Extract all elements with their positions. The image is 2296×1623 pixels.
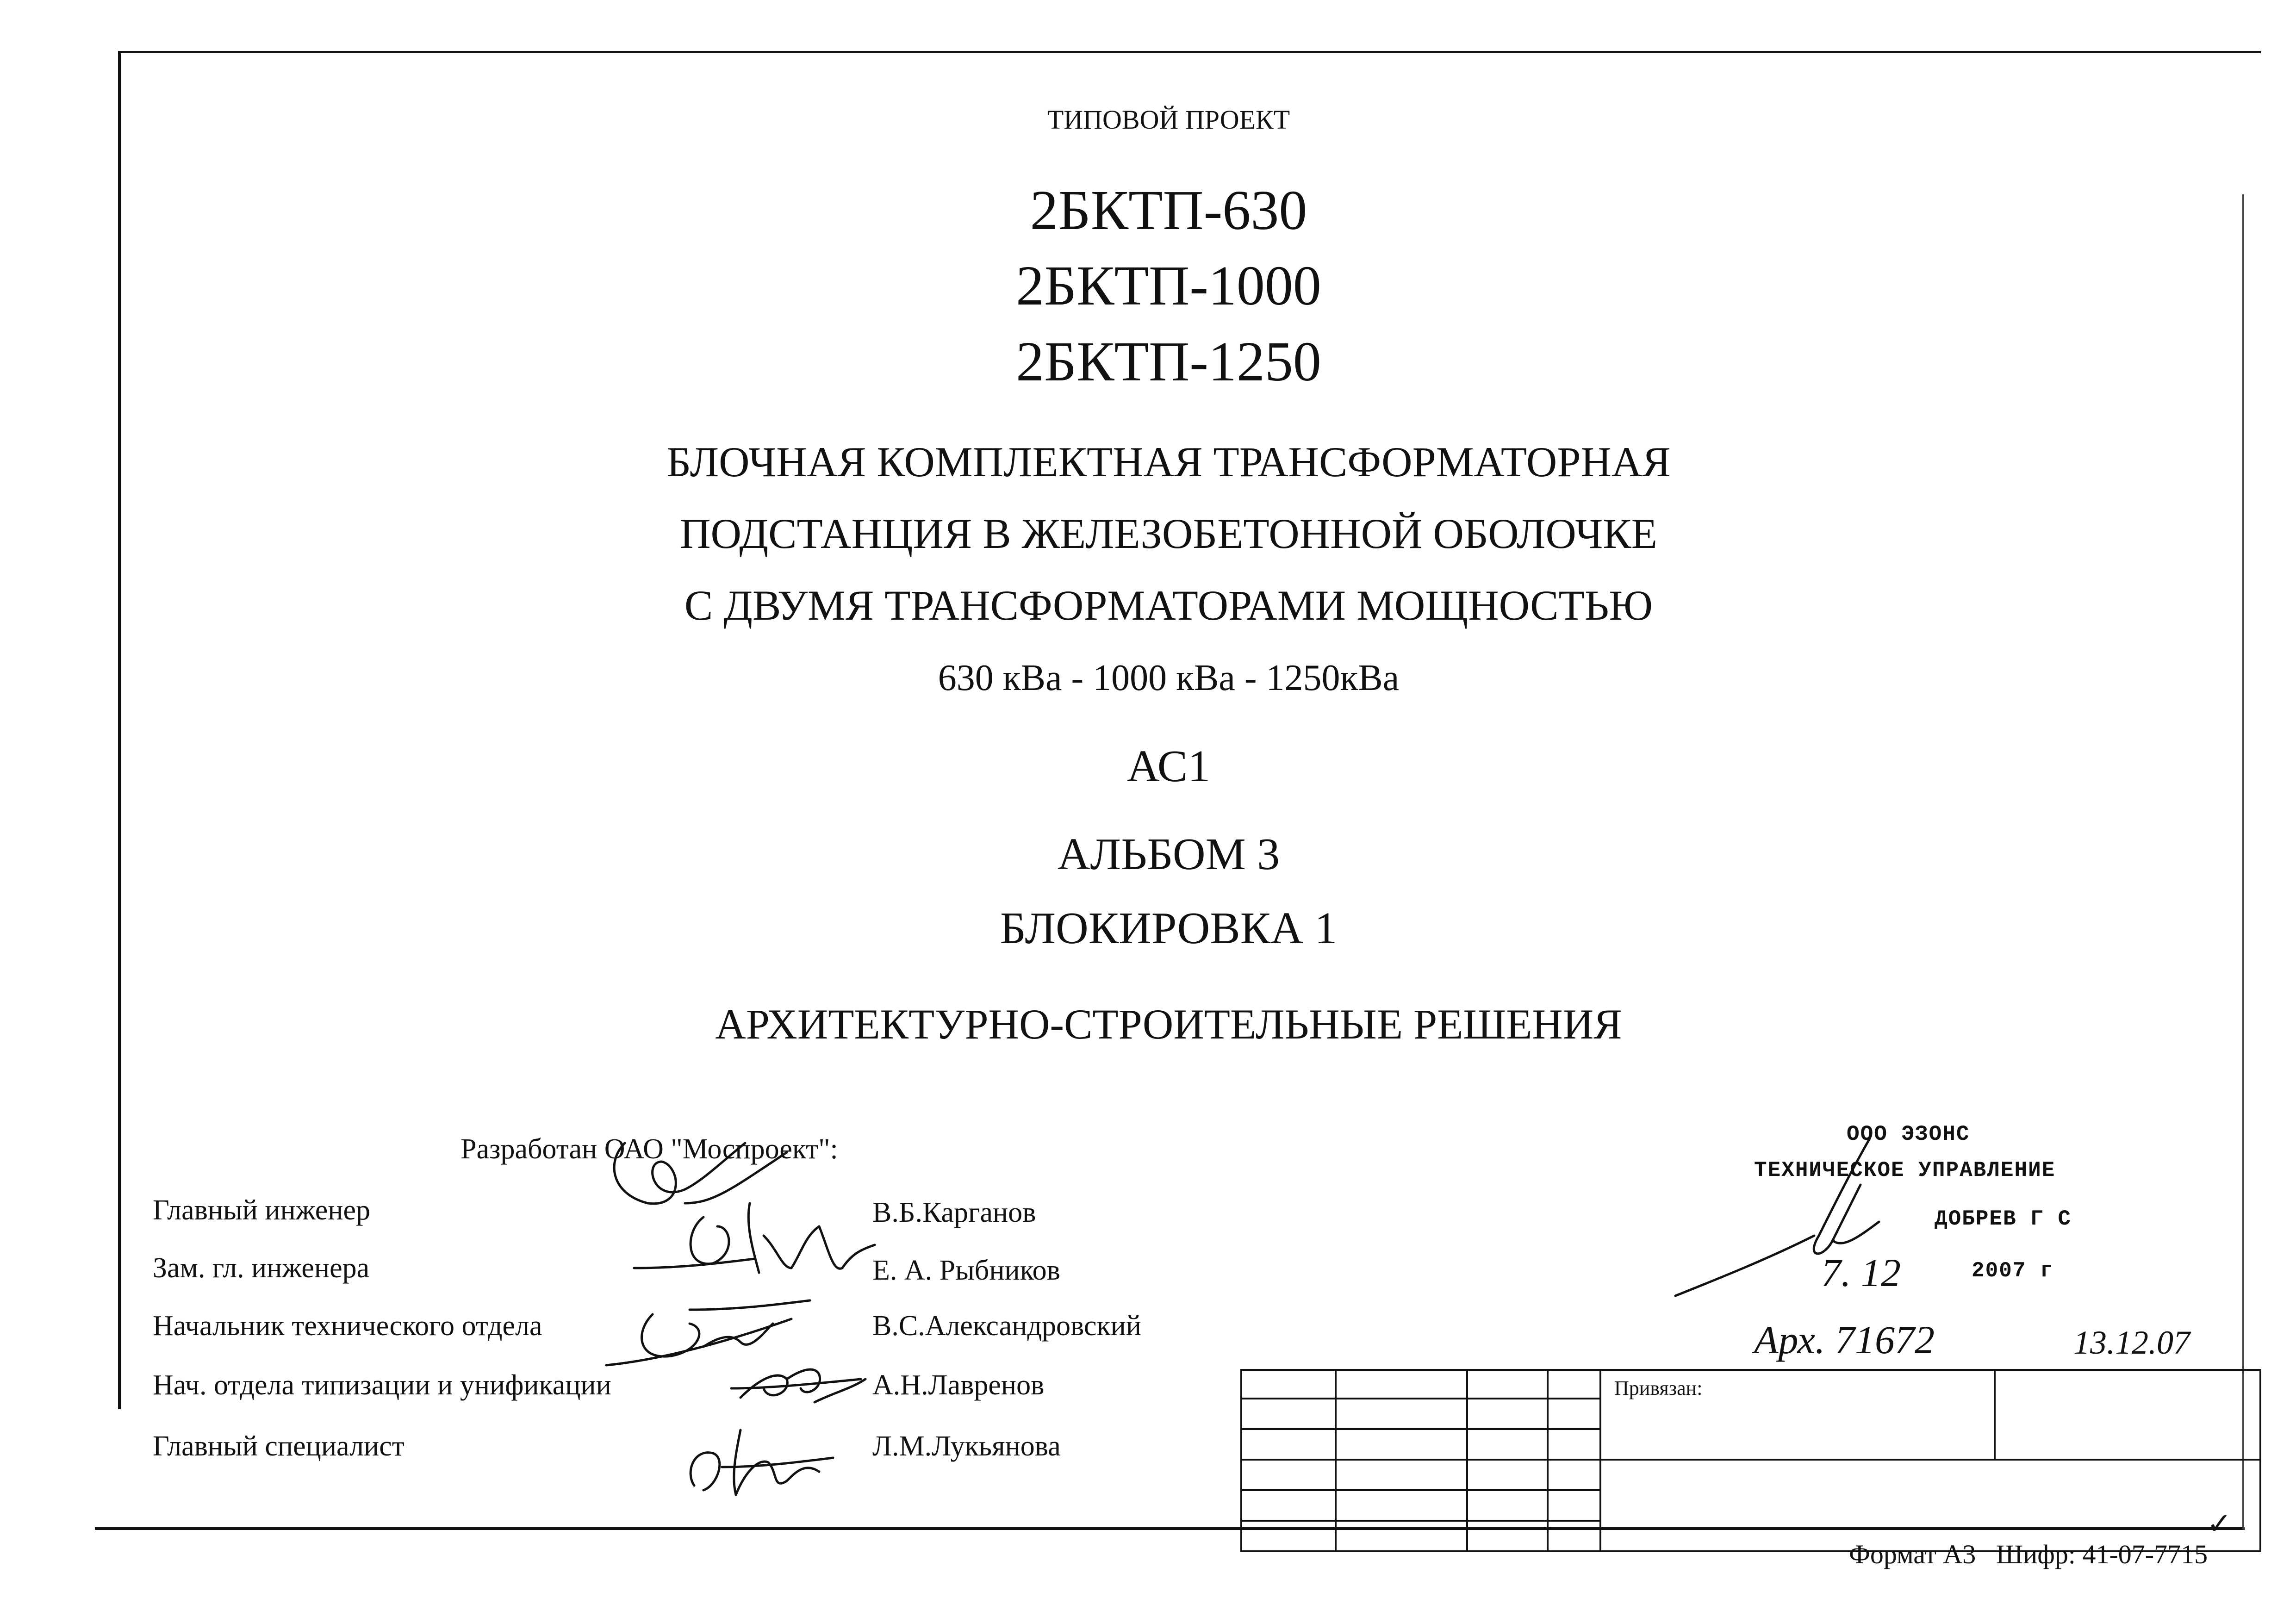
- frame-border-left: [118, 51, 121, 1409]
- title-line-1: БЛОЧНАЯ КОМПЛЕКТНАЯ ТРАНСФОРМАТОРНАЯ: [666, 438, 1671, 485]
- album-number: АЛЬБОМ 3: [1057, 829, 1280, 879]
- title-block-cell: [1336, 1521, 1467, 1551]
- signatory-position: Зам. гл. инженера: [153, 1252, 370, 1284]
- signature-head-typification-dept: [722, 1351, 870, 1421]
- signatory-name: Л.М.Лукьянова: [872, 1430, 1061, 1462]
- project-code-630: 2БКТП-630: [1030, 179, 1307, 242]
- footer: [1849, 1539, 2208, 1570]
- signatory-name: В.Б.Карганов: [872, 1197, 1036, 1228]
- signatory-position: Начальник технического отдела: [153, 1310, 542, 1342]
- title-block-cell: [1241, 1399, 1336, 1429]
- title-block-cell: [1548, 1521, 1600, 1551]
- title-block-cell: [1548, 1399, 1600, 1429]
- title-block-cell: [1548, 1460, 1600, 1490]
- archive-date: 13.12.07: [2073, 1324, 2190, 1361]
- title-block-cell: [1467, 1399, 1548, 1429]
- document-cipher: Шифр: 41-07-7715: [1996, 1539, 2208, 1569]
- stamp-organization: ООО ЭЗОНС: [1847, 1122, 1970, 1146]
- signature-chief-specialist: [666, 1421, 842, 1504]
- title-line-2: ПОДСТАНЦИЯ В ЖЕЛЕЗОБЕТОННОЙ ОБОЛОЧКЕ: [680, 510, 1657, 557]
- title-block-cell: [1241, 1429, 1336, 1460]
- title-block-cell: [1995, 1370, 2260, 1460]
- title-block-cell: [1548, 1370, 1600, 1399]
- stamp-handwritten-date: 7. 12: [1821, 1250, 1901, 1295]
- signatory-position: Главный инженер: [153, 1194, 371, 1226]
- check-mark: ✓: [1600, 1460, 2260, 1551]
- signatory-name: Е. А. Рыбников: [872, 1255, 1060, 1286]
- title-block-table: [1240, 1369, 2261, 1552]
- bound-label: Привязан:: [1600, 1370, 1995, 1460]
- title-block-cell: [1467, 1460, 1548, 1490]
- title-block-cell: [1241, 1370, 1336, 1399]
- title-block-cell: [1336, 1460, 1467, 1490]
- title-block-cell: [1467, 1429, 1548, 1460]
- frame-border-right: [2242, 194, 2244, 1530]
- title-block-cell: [1548, 1490, 1600, 1521]
- title-block-cell: [1548, 1429, 1600, 1460]
- signature-deputy-chief-engineer: [625, 1199, 884, 1291]
- section-code: АС1: [1126, 741, 1211, 791]
- signatory-position: Нач. отдела типизации и унификации: [153, 1369, 611, 1401]
- archive-number: Арх. 71672: [1754, 1318, 1935, 1362]
- title-line-3: С ДВУМЯ ТРАНСФОРМАТОРАМИ МОЩНОСТЬЮ: [684, 582, 1653, 629]
- title-block-cell: [1336, 1399, 1467, 1429]
- stamp-department: ТЕХНИЧЕСКОЕ УПРАВЛЕНИЕ: [1754, 1158, 2056, 1182]
- title-block-cell: [1336, 1370, 1467, 1399]
- title-block-cell: [1467, 1370, 1548, 1399]
- project-code-1250: 2БКТП-1250: [1016, 330, 1321, 393]
- signatory-position: Главный специалист: [153, 1430, 404, 1462]
- developed-by-label: Разработан ОАО "Моспроект":: [460, 1133, 838, 1165]
- subject-title: АРХИТЕКТУРНО-СТРОИТЕЛЬНЫЕ РЕШЕНИЯ: [715, 1001, 1622, 1048]
- frame-border-top: [118, 51, 2261, 53]
- signatory-name: В.С.Александровский: [872, 1310, 1141, 1342]
- paper-format: Формат А3: [1849, 1539, 1976, 1569]
- title-block-cell: [1336, 1429, 1467, 1460]
- stamp-year: 2007 г: [1972, 1259, 2054, 1283]
- title-block-cell: [1467, 1490, 1548, 1521]
- title-block-cell: [1241, 1490, 1336, 1521]
- project-type-label: ТИПОВОЙ ПРОЕКТ: [1047, 105, 1290, 135]
- title-block-cell: [1241, 1521, 1336, 1551]
- title-block-cell: [1241, 1460, 1336, 1490]
- title-block-cell: [1467, 1521, 1548, 1551]
- stamp-person: ДОБРЕВ Г С: [1935, 1207, 2072, 1231]
- power-ratings: 630 кВа - 1000 кВа - 1250кВа: [938, 658, 1400, 698]
- blocking-number: БЛОКИРОВКА 1: [1000, 903, 1338, 953]
- title-block-cell: [1336, 1490, 1467, 1521]
- signatory-name: А.Н.Лавренов: [872, 1369, 1045, 1401]
- project-code-1000: 2БКТП-1000: [1016, 255, 1321, 317]
